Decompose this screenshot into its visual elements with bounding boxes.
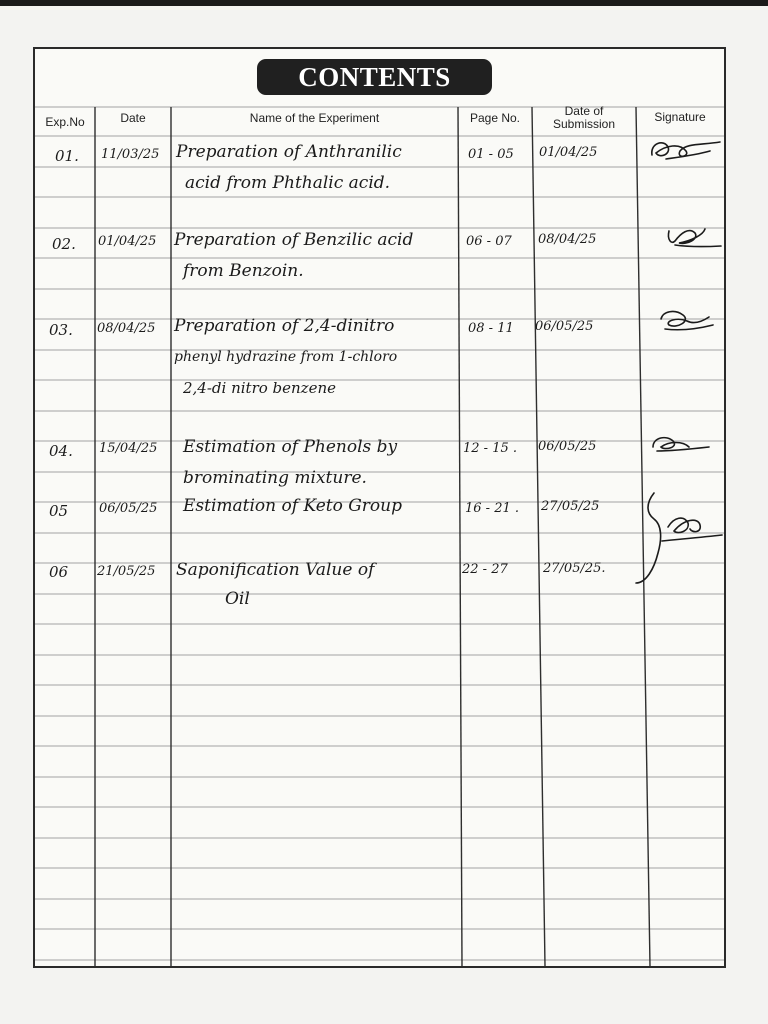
row-1-name-line-2: acid from Phthalic acid.	[185, 173, 391, 193]
row-1-name-line-1: Preparation of Anthranilic	[176, 142, 402, 162]
header-date-of-submission: Date of Submission	[552, 104, 616, 131]
row-3-exp-no: 03.	[49, 321, 73, 339]
header-date: Date	[120, 111, 146, 125]
row-4-name-line-2: brominating mixture.	[183, 468, 367, 488]
row-5-submission: 27/05/25	[541, 499, 600, 514]
row-6-submission: 27/05/25.	[543, 561, 606, 576]
row-5-name-line-1: Estimation of Keto Group	[183, 496, 402, 516]
header-exp-no: Exp.No	[45, 115, 85, 129]
row-4-date: 15/04/25	[99, 441, 158, 456]
row-1-submission: 01/04/25	[539, 145, 598, 160]
row-4-submission: 06/05/25	[538, 439, 597, 454]
row-4-pages: 12 - 15 .	[463, 441, 518, 456]
row-6-exp-no: 06	[49, 563, 69, 581]
row-5-pages: 16 - 21 .	[465, 501, 520, 516]
row-2-name-line-2: from Benzoin.	[183, 261, 304, 281]
row-1-signature	[646, 133, 726, 167]
row-2-exp-no: 02.	[52, 235, 76, 253]
page-top-edge	[0, 0, 768, 6]
row-1-date: 11/03/25	[101, 147, 160, 162]
row-4-signature	[647, 429, 713, 459]
row-2-name-line-1: Preparation of Benzilic acid	[174, 230, 414, 250]
row-2-pages: 06 - 07	[466, 234, 512, 249]
contents-sheet	[33, 47, 726, 968]
row-1-pages: 01 - 05	[468, 147, 514, 162]
page-title: CONTENTS	[257, 59, 492, 95]
row-5-date: 06/05/25	[99, 501, 158, 516]
header-signature: Signature	[654, 110, 706, 124]
row-6-name-line-2: Oil	[225, 589, 250, 609]
row-2-signature	[659, 219, 725, 253]
row-2-date: 01/04/25	[98, 234, 157, 249]
column-divider	[458, 107, 462, 966]
row-2-submission: 08/04/25	[538, 232, 597, 247]
row-3-signature	[653, 305, 719, 337]
row-6-pages: 22 - 27	[462, 562, 508, 577]
row-3-name-line-3: 2,4-di nitro benzene	[183, 379, 337, 397]
row-5-signature	[632, 489, 724, 587]
row-3-name-line-2: phenyl hydrazine from 1-chloro	[174, 349, 398, 365]
row-3-name-line-1: Preparation of 2,4-dinitro	[174, 316, 395, 336]
header-experiment-name: Name of the Experiment	[249, 111, 380, 125]
row-4-name-line-1: Estimation of Phenols by	[183, 437, 398, 457]
header-page-no: Page No.	[469, 111, 521, 125]
row-3-pages: 08 - 11	[468, 321, 514, 336]
row-5-exp-no: 05	[49, 502, 69, 520]
row-1-exp-no: 01.	[55, 147, 79, 165]
row-3-submission: 06/05/25	[535, 319, 594, 334]
row-4-exp-no: 04.	[49, 442, 73, 460]
row-6-name-line-1: Saponification Value of	[176, 560, 375, 580]
row-6-date: 21/05/25	[97, 564, 156, 579]
row-3-date: 08/04/25	[97, 321, 156, 336]
